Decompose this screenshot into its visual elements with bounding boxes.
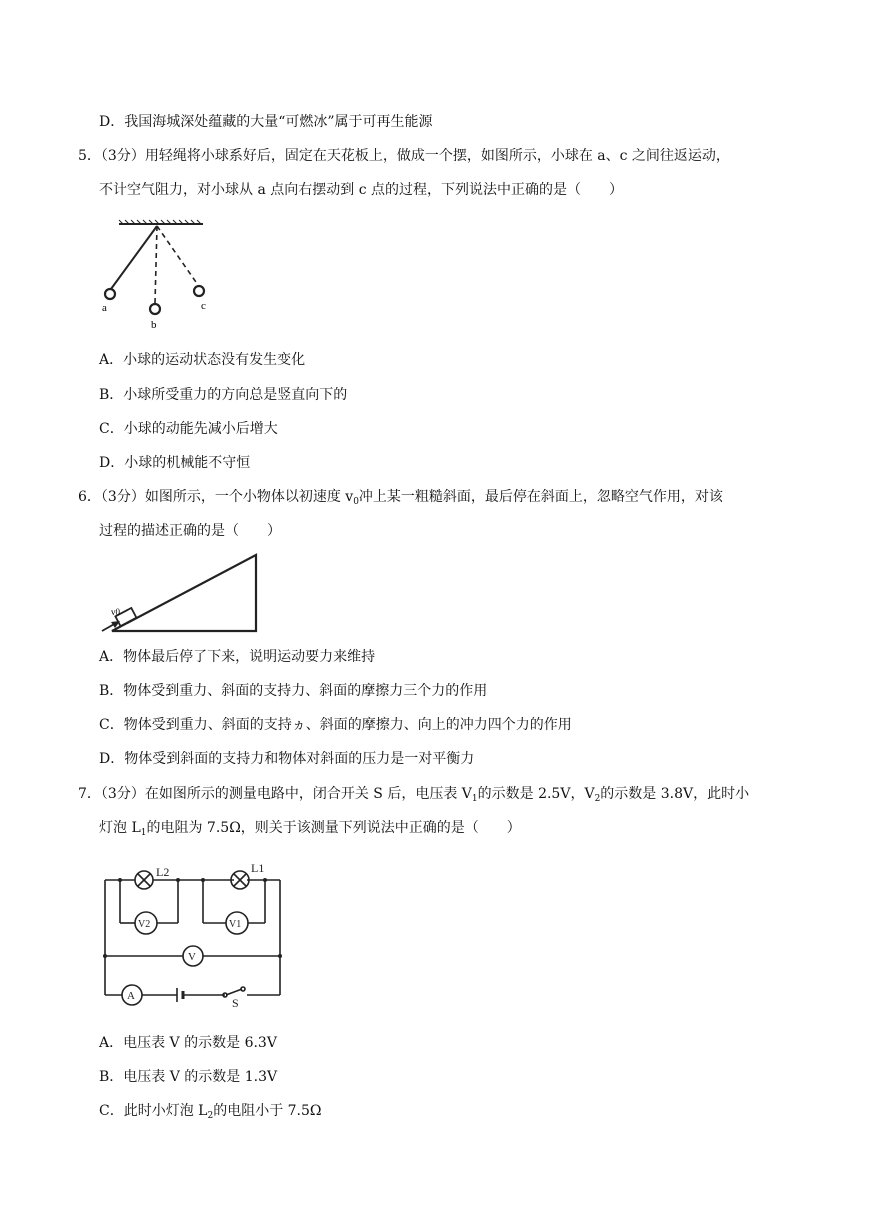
circuit-label-v1: V1 (229, 919, 242, 930)
q7-stem-line2 (99, 818, 521, 838)
q7-option-c-text-a: C．此时小灯泡 L (99, 1103, 208, 1119)
q5-option-c: C．小球的动能先减小后增大 (99, 421, 278, 437)
q7-option-b: B．电压表 V 的示数是 1.3V (99, 1069, 278, 1085)
q5-number: 5． (78, 148, 101, 164)
pendulum-label-c: c (201, 300, 206, 312)
q7-stem-sub2: 2 (594, 794, 601, 804)
pendulum-label-b: b (151, 319, 157, 331)
pendulum-label-a: a (102, 302, 107, 314)
q6-option-d: D．物体受到斜面的支持力和物体对斜面的压力是一对平衡力 (99, 751, 475, 767)
q6-stem-sub: 0 (353, 497, 359, 507)
q7-stem-line1 (78, 784, 749, 804)
q6-option-b: B．物体受到重力、斜面的支持力、斜面的摩擦力三个力的作用 (99, 683, 488, 699)
pendulum-figure (95, 220, 245, 332)
q7-option-c-sub: 2 (207, 1111, 214, 1121)
circuit-label-v: V (188, 951, 196, 963)
circuit-label-v2: V2 (138, 919, 151, 930)
q6-stem-text1b: 冲上某一粗糙斜面，最后停在斜面上，忽略空气作用，对该 (358, 489, 723, 505)
q7-stem-text1c: 的示数是 3.8V，此时小 (600, 786, 750, 802)
q5-option-b: B．小球所受重力的方向总是竖直向下的 (99, 387, 348, 403)
q7-number: 7． (78, 786, 101, 802)
q5-stem-text1: （3分）用轻绳将小球系好后，固定在天花板上，做成一个摆，如图所示，小球在 a、c 之间往返运动， (100, 148, 730, 164)
q6-option-a: A．物体最后停了下来，说明运动要力来维持 (99, 649, 376, 665)
q5-stem-line2: 不计空气阻力，对小球从 a 点向右摆动到 c 点的过程，下列说法中正确的是（ ） (99, 182, 623, 198)
incline-figure (100, 553, 260, 633)
q5-option-d: D．小球的机械能不守恒 (99, 455, 251, 471)
q6-number: 6． (78, 489, 101, 505)
q7-stem-text1b: 的示数是 2.5V，V (477, 786, 595, 802)
circuit-label-l2: L2 (156, 865, 170, 879)
q7-stem-text2b: 的电阻为 7.5Ω，则关于该测量下列说法中正确的是（ ） (146, 820, 521, 836)
q5-option-a: A．小球的运动状态没有发生变化 (99, 352, 306, 368)
q6-option-c: C．物体受到重力、斜面的支持ヵ、斜面的摩擦力、向上的冲力四个力的作用 (99, 717, 572, 733)
q6-stem-text1a: （3分）如图所示，一个小物体以初速度 v (100, 489, 354, 505)
q7-stem-sub3: 1 (140, 828, 147, 838)
q5-stem-line1 (78, 146, 730, 166)
q7-option-c-text-b: 的电阻小于 7.5Ω (213, 1103, 322, 1119)
q7-stem-text1a: （3分）在如图所示的测量电路中，闭合开关 S 后，电压表 V (100, 786, 472, 802)
q6-stem-line2: 过程的描述正确的是（ ） (99, 523, 281, 539)
circuit-label-s: S (232, 996, 239, 1010)
circuit-label-l1: L1 (251, 861, 265, 875)
q7-option-c (99, 1101, 322, 1121)
q6-stem-line1 (78, 487, 723, 507)
circuit-figure (100, 858, 285, 1008)
q7-stem-text2a: 灯泡 L (99, 820, 141, 836)
q4-option-d: D．我国海城深处蕴藏的大量“可燃冰”属于可再生能源 (99, 114, 433, 130)
incline-label-v0: v0 (111, 607, 120, 617)
q7-stem-sub1: 1 (471, 794, 478, 804)
q7-option-a: A．电压表 V 的示数是 6.3V (99, 1035, 277, 1051)
circuit-label-a: A (127, 990, 135, 1002)
